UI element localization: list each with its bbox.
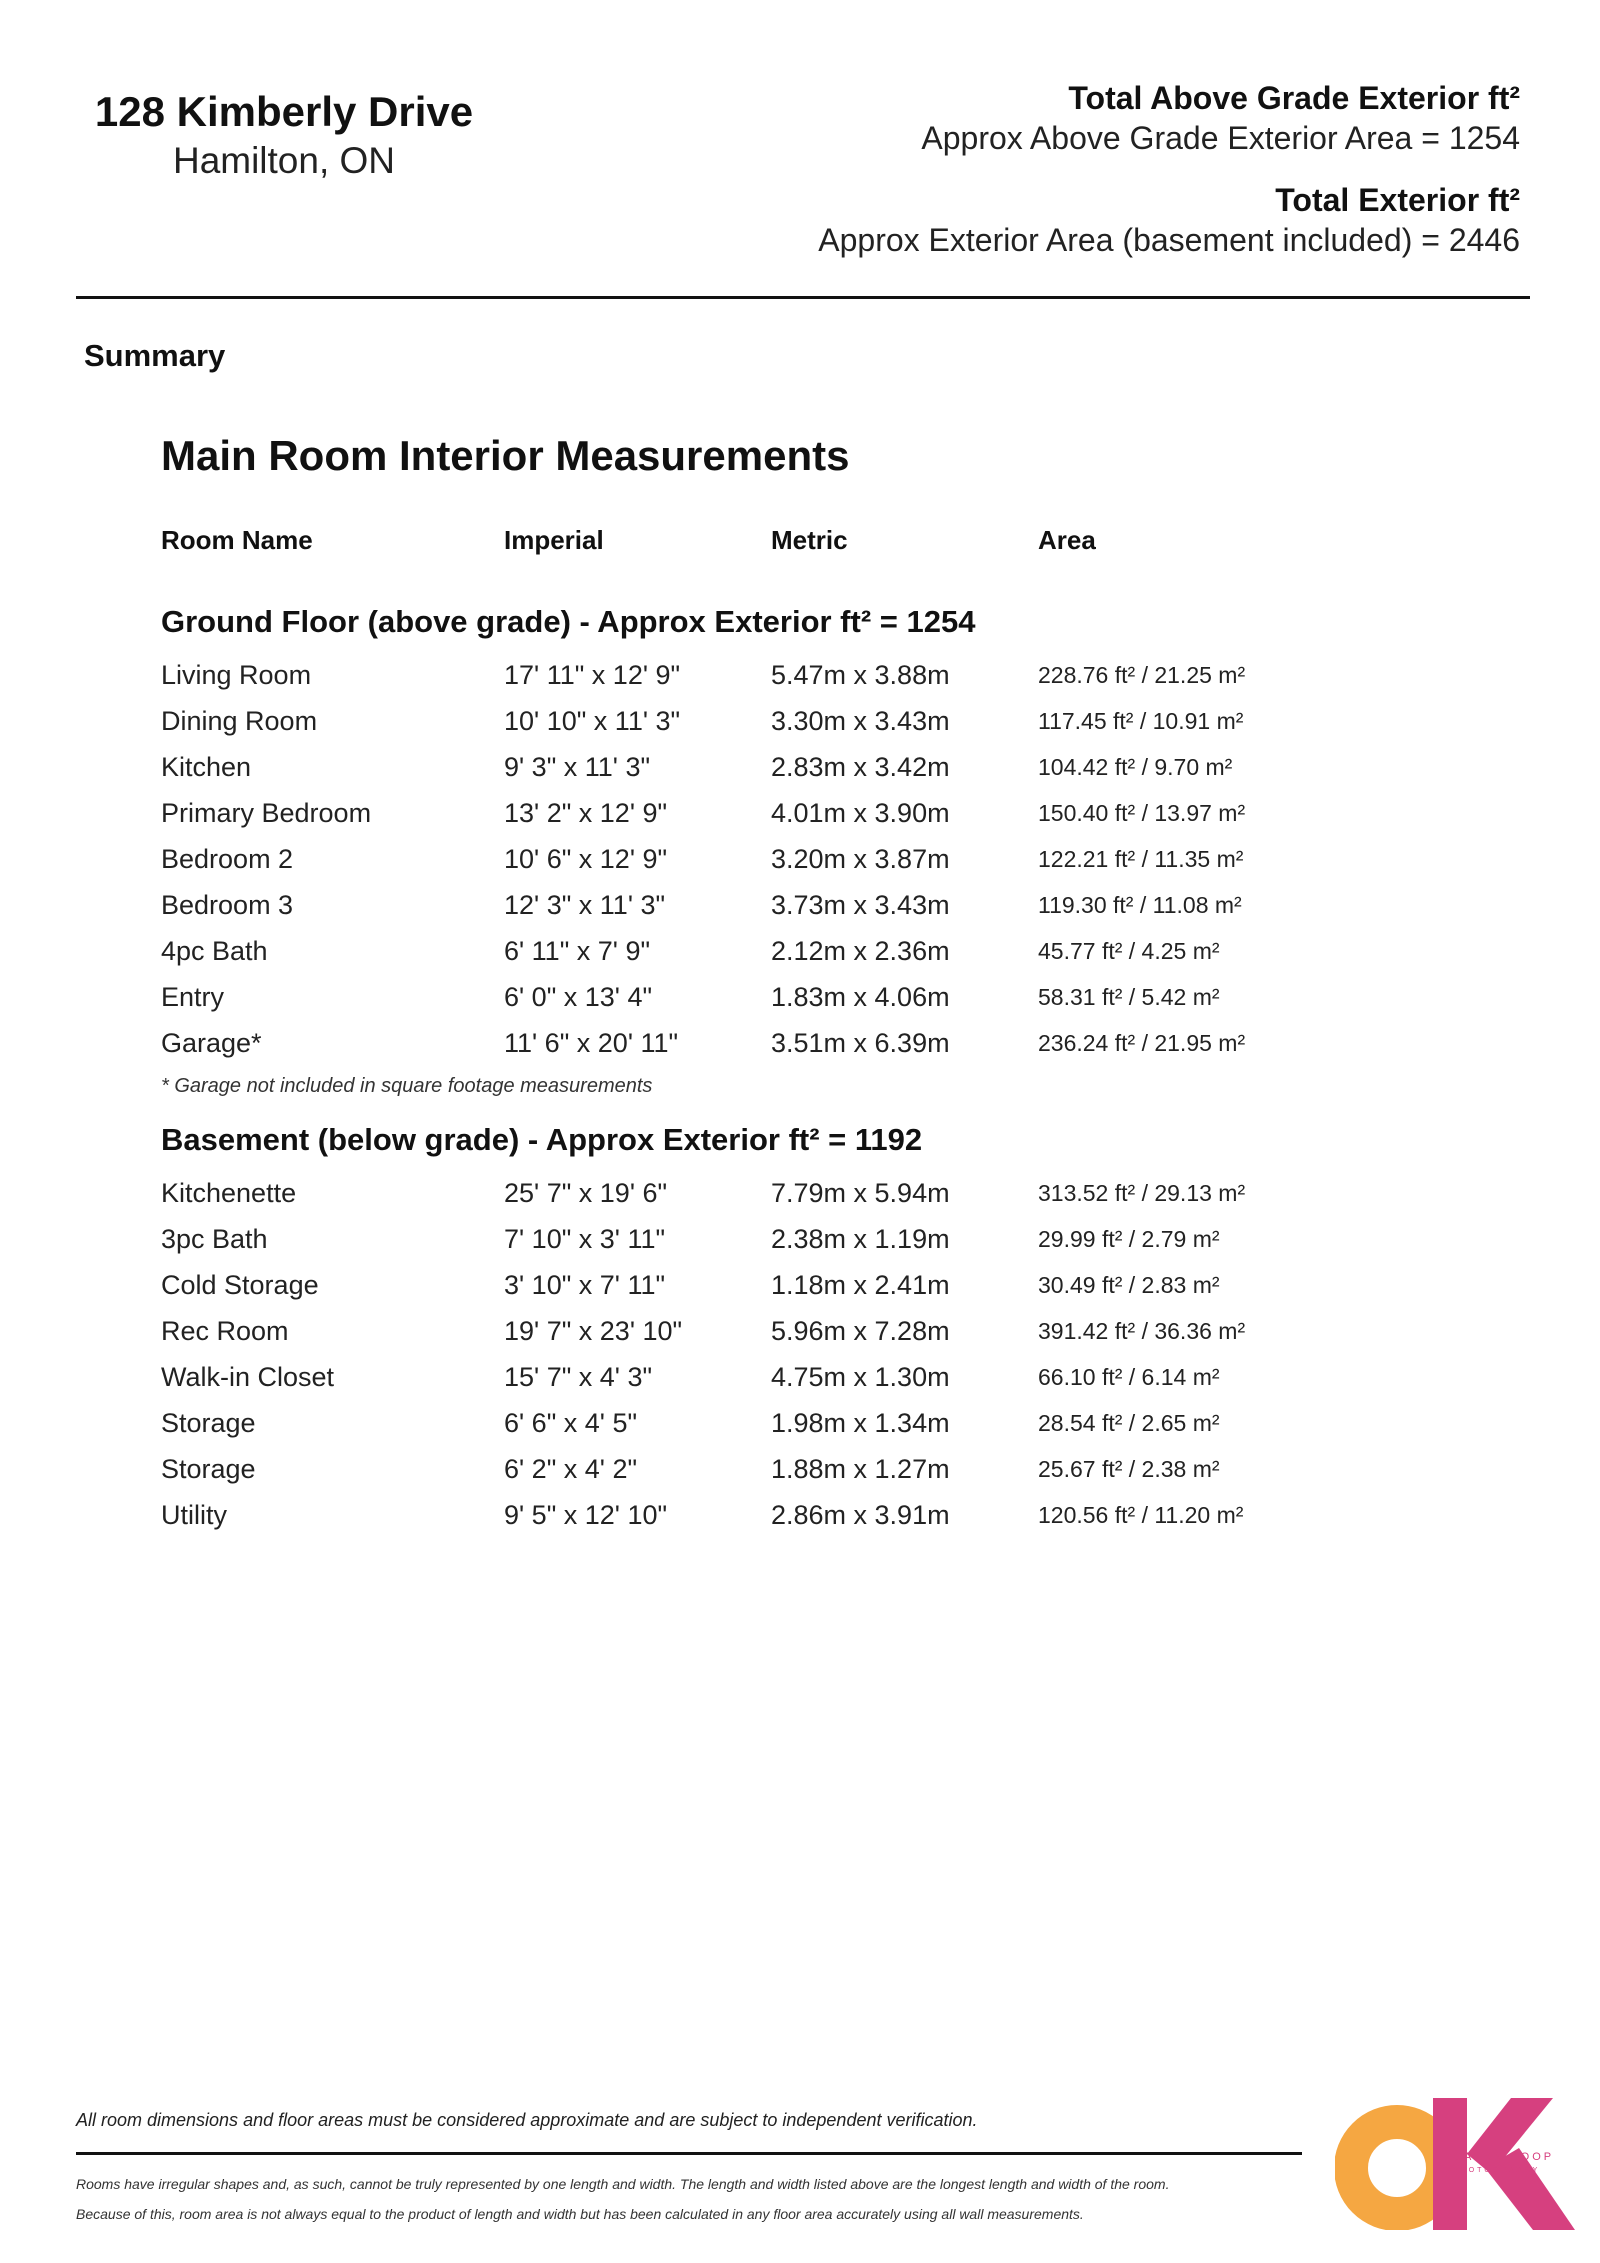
room-name: Primary Bedroom <box>161 797 372 828</box>
measurements-section <box>161 428 1461 1538</box>
room-name: Cold Storage <box>161 1269 319 1300</box>
property-address: 128 Kimberly Drive <box>94 88 474 135</box>
room-area: 236.24 ft² / 21.95 m² <box>1038 1029 1246 1056</box>
room-area: 117.45 ft² / 10.91 m² <box>1038 707 1244 734</box>
header-divider <box>76 296 1530 299</box>
column-header-room-name: Room Name <box>161 524 313 555</box>
footer-note-line-1: Rooms have irregular shapes and, as such, cannot be truly represented by one length and width. The length and width listed above are the longest length and width of the room. <box>76 2176 1170 2192</box>
room-metric: 3.73m x 3.43m <box>771 889 950 920</box>
room-imperial: 25' 7" x 19' 6" <box>504 1177 668 1208</box>
room-imperial: 7' 10" x 3' 11" <box>504 1223 666 1254</box>
room-name: Bedroom 3 <box>161 889 294 920</box>
footer-divider <box>76 2152 1302 2155</box>
area-totals <box>818 78 1520 282</box>
property-header <box>84 86 484 184</box>
property-city: Hamilton, ON <box>172 140 396 181</box>
room-name: 4pc Bath <box>161 935 268 966</box>
column-header-area: Area <box>1038 524 1096 555</box>
room-imperial: 6' 2" x 4' 2" <box>504 1453 638 1484</box>
room-area: 150.40 ft² / 13.97 m² <box>1038 799 1246 826</box>
room-area: 30.49 ft² / 2.83 m² <box>1038 1271 1220 1298</box>
room-area: 391.42 ft² / 36.36 m² <box>1038 1317 1246 1344</box>
room-name: Garage* <box>161 1027 262 1058</box>
room-name: Kitchenette <box>161 1177 297 1208</box>
room-name: Bedroom 2 <box>161 843 294 874</box>
room-area: 104.42 ft² / 9.70 m² <box>1038 753 1233 780</box>
table-row <box>161 1216 1461 1262</box>
table-row <box>161 698 1461 744</box>
table-row <box>161 882 1461 928</box>
footer-note-line-2: Because of this, room area is not always equal to the product of length and width but has been calculated in any floor area accurately using all wall measurements. <box>76 2206 1084 2222</box>
room-metric: 3.20m x 3.87m <box>771 843 950 874</box>
section-title-ground-floor: Ground Floor (above grade) - Approx Exterior ft² = 1254 <box>161 604 976 639</box>
table-row <box>161 1020 1461 1066</box>
room-imperial: 6' 0" x 13' 4" <box>504 981 653 1012</box>
room-imperial: 6' 6" x 4' 5" <box>504 1407 638 1438</box>
table-row <box>161 1400 1461 1446</box>
room-name: Storage <box>161 1453 256 1484</box>
table-row <box>161 974 1461 1020</box>
room-name: Storage <box>161 1407 256 1438</box>
room-imperial: 15' 7" x 4' 3" <box>504 1361 653 1392</box>
table-row <box>161 1308 1461 1354</box>
room-metric: 5.47m x 3.88m <box>771 659 950 690</box>
room-imperial: 19' 7" x 23' 10" <box>504 1315 683 1346</box>
measurements-title: Main Room Interior Measurements <box>161 432 850 479</box>
room-area: 313.52 ft² / 29.13 m² <box>1038 1179 1246 1206</box>
room-name: Utility <box>161 1499 227 1530</box>
table-row <box>161 744 1461 790</box>
total-exterior-value: Approx Exterior Area (basement included) = 2446 <box>818 222 1520 258</box>
room-name: Entry <box>161 981 225 1012</box>
room-metric: 1.98m x 1.34m <box>771 1407 950 1438</box>
room-imperial: 9' 5" x 12' 10" <box>504 1499 668 1530</box>
room-metric: 1.83m x 4.06m <box>771 981 950 1012</box>
garage-footnote: * Garage not included in square footage measurements <box>161 1075 653 1097</box>
room-area: 120.56 ft² / 11.20 m² <box>1038 1501 1244 1528</box>
room-metric: 2.83m x 3.42m <box>771 751 950 782</box>
room-metric: 4.75m x 1.30m <box>771 1361 950 1392</box>
room-area: 28.54 ft² / 2.65 m² <box>1038 1409 1220 1436</box>
room-metric: 3.30m x 3.43m <box>771 705 950 736</box>
room-imperial: 12' 3" x 11' 3" <box>504 889 666 920</box>
table-row <box>161 1354 1461 1400</box>
table-row <box>161 1446 1461 1492</box>
room-imperial: 3' 10" x 7' 11" <box>504 1269 666 1300</box>
room-area: 66.10 ft² / 6.14 m² <box>1038 1363 1220 1390</box>
table-row <box>161 1492 1461 1538</box>
column-header-metric: Metric <box>771 524 848 555</box>
room-metric: 5.96m x 7.28m <box>771 1315 950 1346</box>
logo-o-shape <box>1351 2122 1443 2214</box>
room-name: 3pc Bath <box>161 1223 268 1254</box>
room-area: 29.99 ft² / 2.79 m² <box>1038 1225 1220 1252</box>
table-row <box>161 1170 1461 1216</box>
room-area: 119.30 ft² / 11.08 m² <box>1038 891 1242 918</box>
table-row <box>161 836 1461 882</box>
table-row <box>161 1262 1461 1308</box>
room-area: 122.21 ft² / 11.35 m² <box>1038 845 1244 872</box>
column-header-imperial: Imperial <box>504 524 604 555</box>
room-metric: 4.01m x 3.90m <box>771 797 950 828</box>
room-metric: 2.38m x 1.19m <box>771 1223 950 1254</box>
room-name: Living Room <box>161 659 312 690</box>
above-grade-title: Total Above Grade Exterior ft² <box>1068 80 1520 116</box>
room-imperial: 6' 11" x 7' 9" <box>504 935 651 966</box>
logo-name: CATHY KOOP <box>1453 2151 1555 2163</box>
room-area: 228.76 ft² / 21.25 m² <box>1038 661 1246 688</box>
room-imperial: 9' 3" x 11' 3" <box>504 751 651 782</box>
company-logo <box>1335 2098 1575 2230</box>
room-metric: 2.12m x 2.36m <box>771 935 950 966</box>
logo-k-stem <box>1433 2098 1467 2230</box>
room-imperial: 13' 2" x 12' 9" <box>504 797 668 828</box>
total-exterior-title: Total Exterior ft² <box>1275 182 1520 218</box>
column-headers <box>161 520 1461 560</box>
room-area: 45.77 ft² / 4.25 m² <box>1038 937 1220 964</box>
room-imperial: 17' 11" x 12' 9" <box>504 659 681 690</box>
room-name: Walk-in Closet <box>161 1361 335 1392</box>
room-imperial: 10' 6" x 12' 9" <box>504 843 668 874</box>
above-grade-value: Approx Above Grade Exterior Area = 1254 <box>921 120 1520 156</box>
disclaimer-text: All room dimensions and floor areas must be considered approximate and are subject to independent verification. <box>76 2110 978 2130</box>
table-row <box>161 790 1461 836</box>
room-metric: 3.51m x 6.39m <box>771 1027 950 1058</box>
room-imperial: 10' 10" x 11' 3" <box>504 705 681 736</box>
room-metric: 7.79m x 5.94m <box>771 1177 950 1208</box>
table-row <box>161 652 1461 698</box>
room-imperial: 11' 6" x 20' 11" <box>504 1027 679 1058</box>
room-name: Dining Room <box>161 705 318 736</box>
room-metric: 2.86m x 3.91m <box>771 1499 950 1530</box>
room-name: Rec Room <box>161 1315 289 1346</box>
table-row <box>161 928 1461 974</box>
room-metric: 1.88m x 1.27m <box>771 1453 950 1484</box>
section-title-basement: Basement (below grade) - Approx Exterior ft² = 1192 <box>161 1122 923 1157</box>
logo-tagline: PHOTOGRAPHY <box>1453 2167 1541 2174</box>
summary-label: Summary <box>84 338 226 373</box>
room-area: 58.31 ft² / 5.42 m² <box>1038 983 1220 1010</box>
room-area: 25.67 ft² / 2.38 m² <box>1038 1455 1220 1482</box>
room-name: Kitchen <box>161 751 252 782</box>
room-metric: 1.18m x 2.41m <box>771 1269 950 1300</box>
